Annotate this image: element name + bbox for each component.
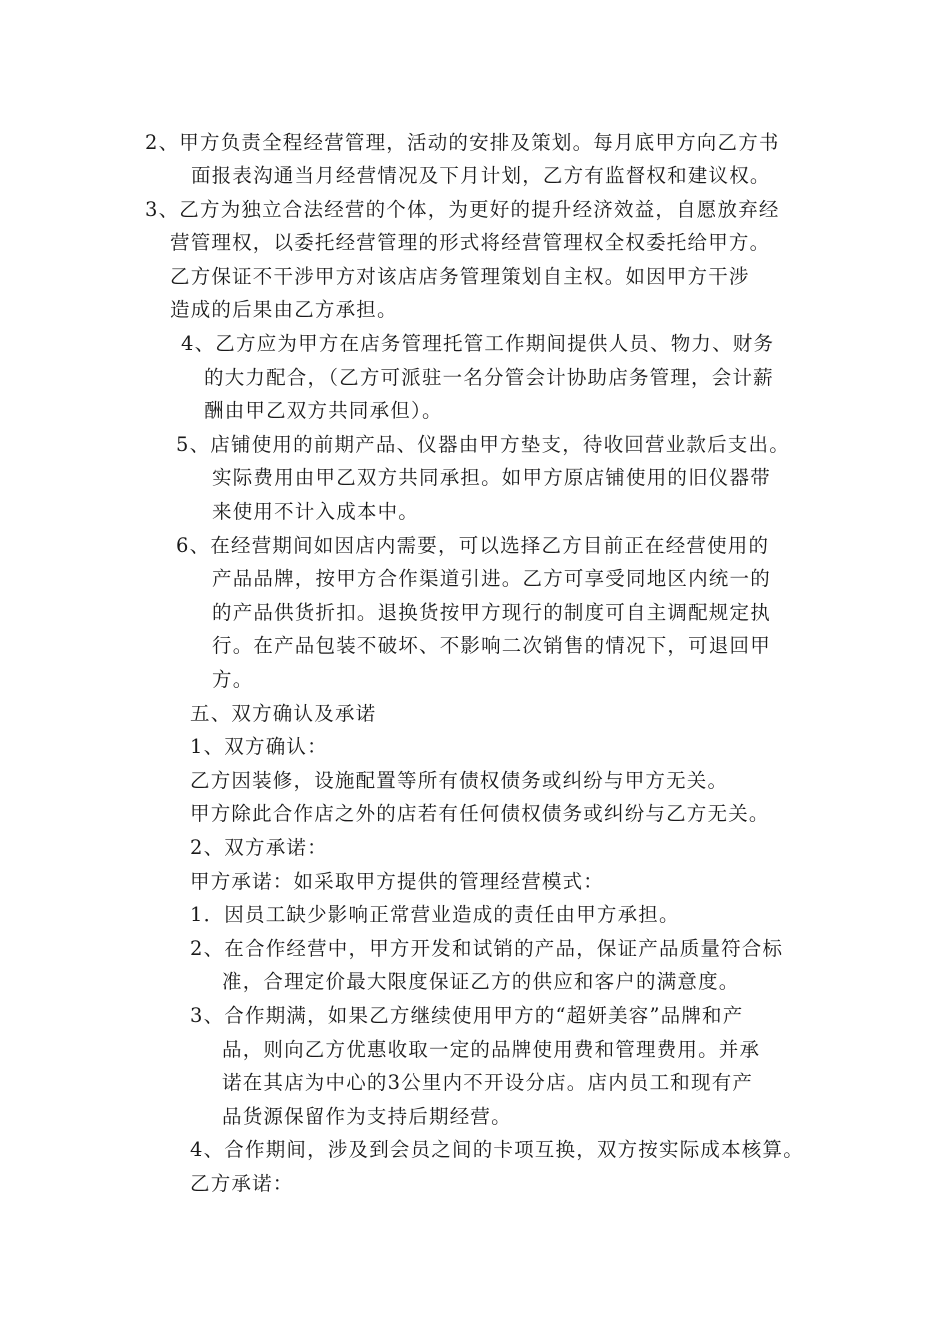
paragraph-line: 2、双方承诺： bbox=[190, 836, 328, 859]
paragraph-line: 产品品牌，按甲方合作渠道引进。乙方可享受同地区内统一的 bbox=[212, 567, 771, 590]
paragraph-line: 诺在其店为中心的3公里内不开设分店。店内员工和现有产 bbox=[222, 1071, 754, 1094]
paragraph-line: 1．因员工缺少影响正常营业造成的责任由甲方承担。 bbox=[190, 903, 680, 926]
paragraph-line: 造成的后果由乙方承担。 bbox=[170, 298, 398, 321]
paragraph-line: 的大力配合，（乙方可派驻一名分管会计协助店务管理，会计薪 bbox=[204, 366, 774, 389]
paragraph-line: 面报表沟通当月经营情况及下月计划，乙方有监督权和建议权。 bbox=[191, 164, 771, 187]
paragraph-line: 实际费用由甲乙双方共同承担。如甲方原店铺使用的旧仪器带 bbox=[212, 466, 771, 489]
paragraph-line: 2、在合作经营中，甲方开发和试销的产品，保证产品质量符合标 bbox=[190, 937, 784, 960]
paragraph-line: 准，合理定价最大限度保证乙方的供应和客户的满意度。 bbox=[222, 970, 740, 993]
paragraph-line: 甲方除此合作店之外的店若有任何债权债务或纠纷与乙方无关。 bbox=[190, 802, 770, 825]
paragraph-line: 1、双方确认： bbox=[190, 735, 328, 758]
paragraph-line: 4、合作期间，涉及到会员之间的卡项互换，双方按实际成本核算。 bbox=[190, 1138, 804, 1161]
paragraph-line: 乙方承诺： bbox=[190, 1172, 294, 1195]
paragraph-line: 品，则向乙方优惠收取一定的品牌使用费和管理费用。并承 bbox=[222, 1038, 761, 1061]
paragraph-line: 营管理权，以委托经营管理的形式将经营管理权全权委托给甲方。 bbox=[170, 231, 771, 254]
paragraph-line: 乙方因装修，设施配置等所有债权债务或纠纷与甲方无关。 bbox=[190, 769, 729, 792]
paragraph-line: 3、乙方为独立合法经营的个体，为更好的提升经济效益，自愿放弃经 bbox=[145, 198, 780, 221]
paragraph-line: 2、甲方负责全程经营管理，活动的安排及策划。每月底甲方向乙方书 bbox=[145, 131, 780, 154]
paragraph-line: 的产品供货折扣。退换货按甲方现行的制度可自主调配规定执 bbox=[212, 601, 771, 624]
paragraph-line: 乙方保证不干涉甲方对该店店务管理策划自主权。如因甲方干涉 bbox=[170, 265, 750, 288]
paragraph-line: 酬由甲乙双方共同承但）。 bbox=[204, 399, 443, 422]
paragraph-line: 品货源保留作为支持后期经营。 bbox=[222, 1105, 512, 1128]
paragraph-line: 5、店铺使用的前期产品、仪器由甲方垫支，待收回营业款后支出。 bbox=[176, 433, 790, 456]
paragraph-line: 方。 bbox=[212, 668, 254, 691]
paragraph-line: 行。在产品包装不破坏、不影响二次销售的情况下，可退回甲 bbox=[212, 634, 771, 657]
paragraph-line: 来使用不计入成本中。 bbox=[212, 500, 420, 523]
paragraph-line: 4、乙方应为甲方在店务管理托管工作期间提供人员、物力、财务 bbox=[181, 332, 775, 355]
paragraph-line: 甲方承诺：如采取甲方提供的管理经营模式： bbox=[190, 870, 605, 893]
paragraph-line: 6、在经营期间如因店内需要，可以选择乙方目前正在经营使用的 bbox=[176, 534, 770, 557]
section-heading: 五、双方确认及承诺 bbox=[190, 702, 377, 725]
paragraph-line: 3、合作期满，如果乙方继续使用甲方的“超妍美容”品牌和产 bbox=[190, 1004, 744, 1027]
